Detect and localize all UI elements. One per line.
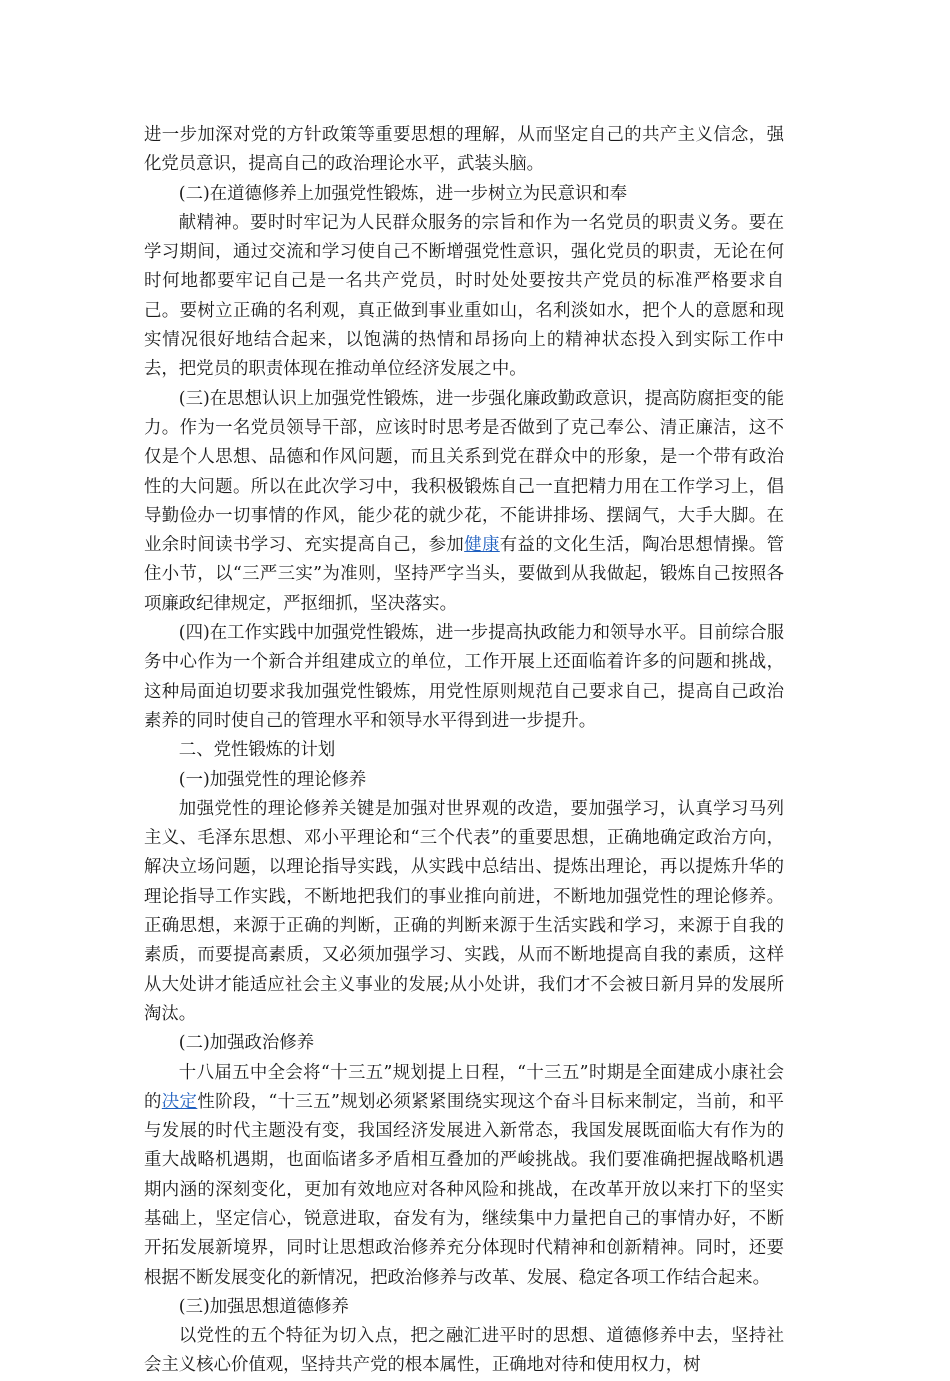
paragraph-text: 十八届五中全会将“十三五”规划提上日程，“十三五”时期是全面建成小康社会的 — [144, 1062, 784, 1112]
subheading-moral-cultivation: (二)在道德修养上加强党性锻炼，进一步树立为民意识和奉 — [178, 183, 628, 204]
subheading-ethics: (三)加强思想道德修养 — [178, 1296, 349, 1317]
paragraph-politics — [144, 1059, 784, 1293]
subheading-theory: (一)加强党性的理论修养 — [178, 769, 367, 790]
paragraph-text: (三)在思想认识上加强党性锻炼，进一步强化廉政勤政意识，提高防腐拒变的能力。作为一名党员领导干部，应该时时思考是否做到了克己奉公、清正廉洁，这不仅是个人思想、品德和作风问题，而且关系到党在群众中的形象，是一个带有政治性的大问题。所以在此次学习中，我积极锻炼自己一直把精力用在工作学习上，倡导勤俭办一切事情的作风，能少花的就少花，不能讲排场、摆阔气，大手大脚。在业余时间读书学习、充实提高自己，参加 — [144, 388, 784, 556]
paragraph-integrity — [144, 385, 784, 619]
paragraph-text: 有益的文化生活，陶冶思想情操。管住小节，以“三严三实”为准则，坚持严字当头，要做到从我做起，锻炼自己按照各项廉政纪律规定，严抠细抓，坚决落实。 — [144, 535, 784, 614]
decision-link[interactable]: 决定 — [161, 1091, 198, 1112]
paragraph-text: 性阶段，“十三五”规划必须紧紧围绕实现这个奋斗目标来制定，当前，和平与发展的时代主题没有变，我国经济发展进入新常态，我国发展既面临大有作为的重大战略机遇期，也面临诸多矛盾相互叠加的严峻挑战。我们要准确把握战略机遇期内涵的深刻变化，更加有效地应对各种风险和挑战，在改革开放以来打下的坚实基础上，坚定信心，锐意进取，奋发有为，继续集中力量把自己的事情办好，不断开拓发展新境界，同时让思想政治修养充分体现时代精神和创新精神。同时，还要根据不断发展变化的新情况，把政治修养与改革、发展、稳定各项工作结合起来。 — [144, 1091, 784, 1288]
document-body — [144, 121, 784, 1381]
paragraph-work-practice: (四)在工作实践中加强党性锻炼，进一步提高执政能力和领导水平。目前综合服务中心作为一个新合并组建成立的单位，工作开展上还面临着许多的问题和挑战，这种局面迫切要求我加强党性锻炼，用党性原则规范自己要求自己，提高自己政治素养的同时使自己的管理水平和领导水平得到进一步提升。 — [144, 623, 784, 731]
paragraph-ethics: 以党性的五个特征为切入点，把之融汇进平时的思想、道德修养中去，坚持社会主义核心价值观，坚持共产党的根本属性，正确地对待和使用权力，树 — [144, 1326, 784, 1376]
paragraph-theory: 加强党性的理论修养关键是加强对世界观的改造，要加强学习，认真学习马列主义、毛泽东思想、邓小平理论和“三个代表”的重要思想，正确地确定政治方向，解决立场问题，以理论指导实践，从实践中总结出、提炼出理论，再以提炼升华的理论指导工作实践，不断地把我们的事业推向前进，不断地加强党性的理论修养。正确思想，来源于正确的判断，正确的判断来源于生活实践和学习，来源于自我的素质，而要提高素质，又必须加强学习、实践，从而不断地提高自我的素质，这样从大处讲才能适应社会主义事业的发展;从小处讲，我们才不会被日新月异的发展所淘汰。 — [144, 798, 784, 1024]
paragraph-moral-cultivation: 献精神。要时时牢记为人民群众服务的宗旨和作为一名党员的职责义务。要在学习期间，通过交流和学习使自己不断增强党性意识，强化党员的职责，无论在何时何地都要牢记自己是一名共产党员，时时处处要按共产党员的标准严格要求自己。要树立正确的名利观，真正做到事业重如山，名利淡如水，把个人的意愿和现实情况很好地结合起来，以饱满的热情和昂扬向上的精神状态投入到实际工作中去，把党员的职责体现在推动单位经济发展之中。 — [144, 212, 784, 380]
section-heading-plan: 二、党性锻炼的计划 — [178, 740, 336, 761]
subheading-politics: (二)加强政治修养 — [178, 1033, 315, 1054]
health-link[interactable]: 健康 — [464, 535, 500, 556]
paragraph-continuation: 进一步加深对党的方针政策等重要思想的理解，从而坚定自己的共产主义信念，强化党员意识，提高自己的政治理论水平，武装头脑。 — [144, 125, 784, 175]
